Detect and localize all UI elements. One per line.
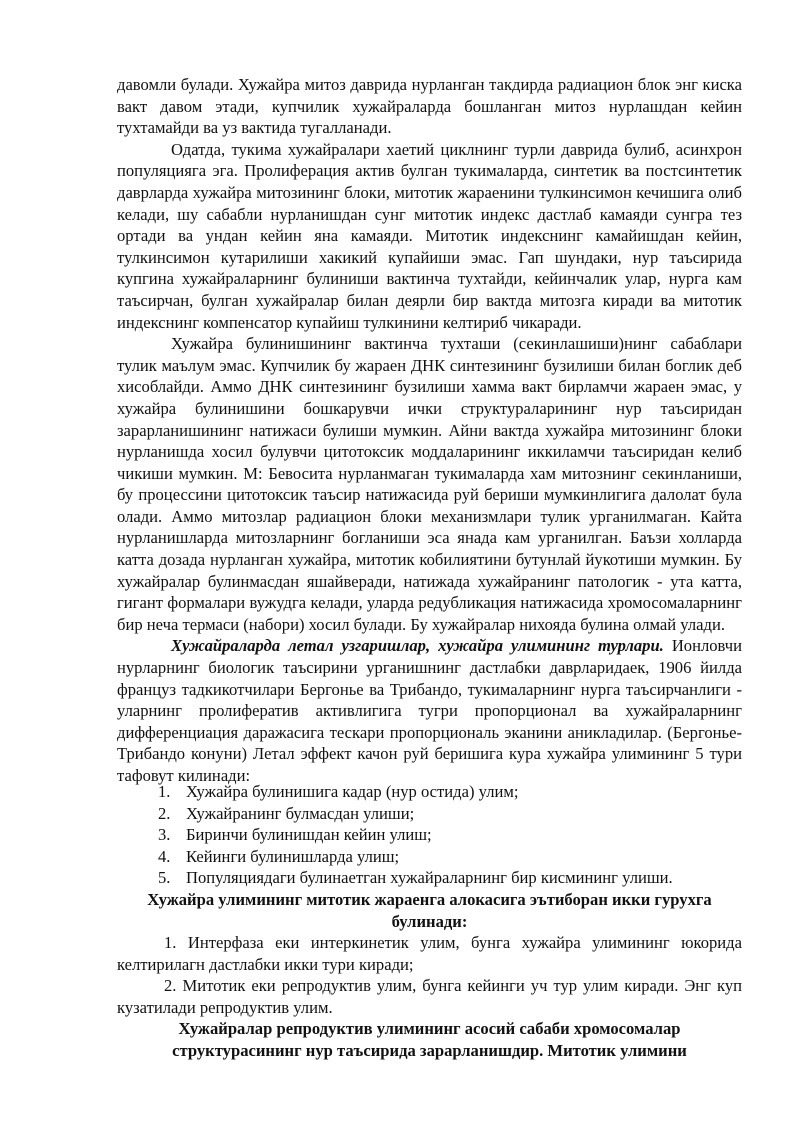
numbered-paragraphs <box>117 932 742 1018</box>
paragraph-1: давомли булади. Хужайра митоз даврида нурланган такдирда радиацион блок энг киска вакт давом этади, купчилик хужайраларда бошланган митоз нурлашдан кейин тухтамайди ва уз вактида тугалланади. <box>117 75 742 138</box>
list-item: 2. Хужайранинг булмасдан улиши; <box>158 803 415 823</box>
list-item: 1. Хужайра булинишига кадар (нур остида) улим; <box>158 782 519 801</box>
death-types-list <box>158 781 742 889</box>
body-text <box>117 74 742 787</box>
closing-heading: Хужайралар репродуктив улимининг асосий сабаби хромосомалар структурасининг нур таъсирида зарарланишдир. Митотик улимини <box>172 1019 687 1060</box>
paragraph-6: 2. Митотик еки репродуктив улим, бунга кейинги уч тур улим киради. Энг куп кузатилади репродуктив улим. <box>117 976 742 1017</box>
inline-heading: Хужайраларда летал узгаришлар, хужайра улимининг турлари. <box>171 636 664 656</box>
paragraph-5: 1. Интерфаза еки интеркинетик улим, бунга хужайра улимининг юкорида келтирилагн дастлабки икки тури киради; <box>117 933 742 974</box>
section-heading: Хужайра улимининг митотик жараенга алокасига эътиборан икки гурухга булинади: <box>147 890 712 931</box>
paragraph-4-body: Ионловчи нурларнинг биологик таъсирини урганишнинг дастлабки даврларидаек, 1906 йилда француз тадкикотчилари Бергонье ва Трибандо, тукималарнинг нурга таъсирчанлиги - уларнинг пролифератив активлигига тугри пропорционал ва хужайраларнинг дифференциация даражасига тескари пропорциональ эканини аникладилар. (Бергонье-Трибандо конуни) Летал эффект качон руй беришига кура хужайра улимининг 5 тури тафовут килинади: <box>117 636 742 785</box>
paragraph-2: Одатда, тукима хужайралари хаетий циклнинг турли даврида булиб, асинхрон популяцияга эга. Пролиферация актив булган тукималарда, синтетик ва постсинтетик даврларда хужайра митозининг блоки, митотик жараенини тулкинсимон кечишига олиб келади, шу сабабли нурланишдан сунг митотик индекс дастлаб камаяди сунгра тез ортади ва ундан кейин яна камаяди. Митотик индекснинг камайишдан кейин, тулкинсимон кутарилиши хакикий купайиши эмас. Гап шундаки, нур таъсирида купгина хужайраларнинг булиниши вактинча тухтайди, кейинчалик улар, нурга кам таъсирчан, булган хужайралар билан деярли бир вактда митозга киради ва митотик индекснинг компенсатор купайиш тулкинини келтириб чикаради. <box>117 139 742 332</box>
list-item: 5. Популяциядаги булинаетган хужайраларнинг бир кисмининг улиши. <box>158 868 673 888</box>
list-item: 3. Биринчи булинишдан кейин улиш; <box>158 825 432 845</box>
paragraph-3: Хужайра булинишининг вактинча тухташи (секинлашиши)нинг сабаблари тулик маълум эмас. Купчилик бу жараен ДНК синтезининг бузилиши билан боглик деб хисоблайди. Аммо ДНК синтезининг бузилиши хамма вакт бирламчи жараен эмас, у хужайра булинишини бошкарувчи ички структураларининг нур таъсиридан зарарланишининг натижаси булиши мумкин. Айни вактда хужайра митозининг блоки нурланишда хосил булувчи цитотоксик моддаларининг иккиламчи таъсиридан келиб чикиши мумкин. М: Бевосита нурланмаган тукималарда хам митознинг секинланиши, бу процессини цитотоксик таъсир натижасида руй бериши мумкинлигига далолат була олади. Аммо митозлар радиацион блоки механизмлари тулик урганилмаган. Кайта нурланишларда митозларнинг богланиши эса янада кам урганилган. Баъзи холларда катта дозада нурланган хужайра, митотик кобилиятини бутунлай йукотиши мумкин. Бу хужайралар булинмасдан яшайверади, натижада хужайранинг патологик - ута катта, гигант формалари вужудга келади, уларда редубликация натижасида хромосомаларнинг бир неча термаси (набори) хосил булади. Бу хужайралар нихояда булина олмай улади. <box>117 334 742 634</box>
list-item: 4. Кейинги булинишларда улиш; <box>158 846 400 866</box>
paragraph-4 <box>117 635 742 786</box>
